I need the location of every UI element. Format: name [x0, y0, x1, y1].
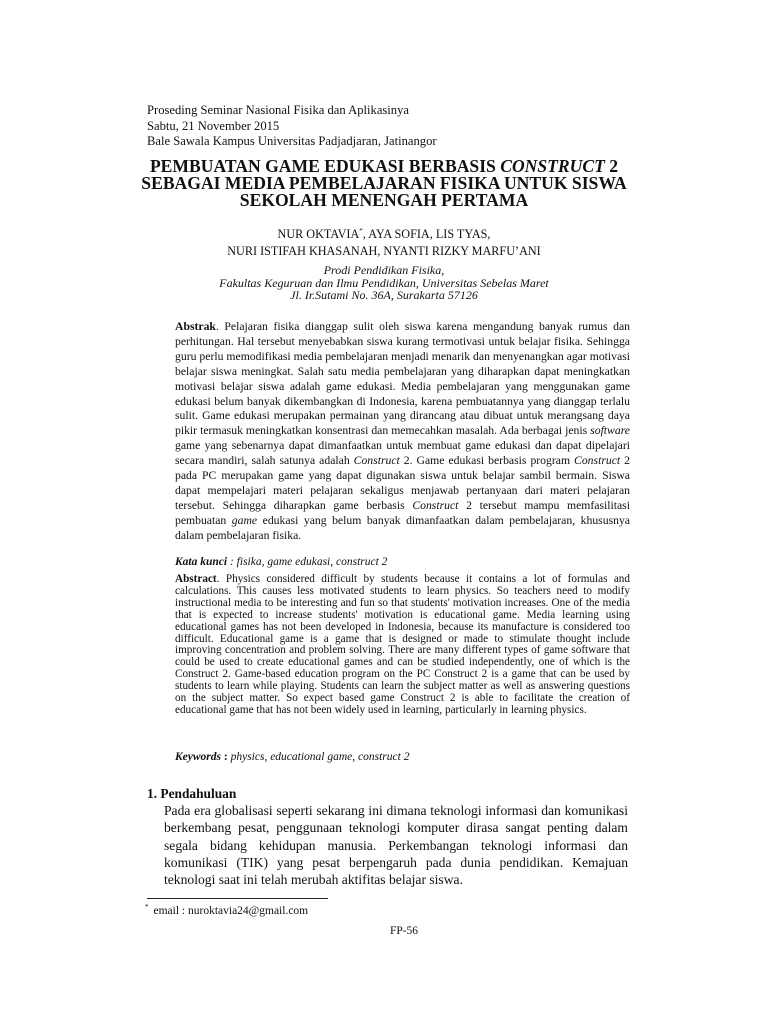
title-italic: CONSTRUCT: [500, 156, 605, 176]
header-proceedings-name: Proseding Seminar Nasional Fisika dan Aplikasinya: [147, 103, 409, 117]
keywords: [175, 751, 409, 763]
authors-line-1: [120, 226, 648, 243]
section-body: Pada era globalisasi seperti sekarang ini dimana teknologi informasi dan komunikasi berkembang pesat, penggunaan teknologi komputer dirasa sangat penting dalam segala bidang kehidupan manusia. Perkembangan teknologi informasi dan komunikasi (TIK) yang pesat berpengaruh pada dunia pendidikan. Kemajuan teknologi saat ini telah merubah aktifitas belajar siswa.: [164, 803, 628, 888]
first-author: NUR OKTAVIA: [277, 227, 360, 241]
header-venue: Bale Sawala Kampus Universitas Padjadjaran, Jatinangor: [147, 134, 437, 148]
footnote-mark: *: [359, 227, 363, 235]
title-text-b: 2: [604, 156, 619, 176]
affiliation: [120, 264, 648, 302]
title-text-a: PEMBUATAN GAME EDUKASI BERBASIS: [149, 156, 501, 176]
abstrak-italic-3: Construct: [574, 454, 621, 468]
abstrak-paragraph: [175, 320, 630, 544]
abstrak-label: Abstrak: [175, 320, 216, 333]
abstrak-italic-5: game: [231, 513, 258, 527]
affiliation-line-2: Fakultas Keguruan dan Ilmu Pendidikan, Universitas Sebelas Maret: [219, 275, 549, 290]
affiliation-line-1: Prodi Pendidikan Fisika,: [323, 263, 445, 277]
abstrak-text-5: 2 tersebut mampu memfasilitasi pembuatan: [175, 498, 630, 527]
proceedings-header: [147, 103, 437, 150]
abstrak-text-3: 2. Game edukasi berbasis program: [399, 454, 575, 468]
section-heading: 1. Pendahuluan: [147, 786, 237, 801]
authors-line-2: NURI ISTIFAH KHASANAH, NYANTI RIZKY MARFU’ANI: [227, 244, 541, 258]
abstrak-text-1: . Pelajaran fisika dianggap sulit oleh siswa karena mengandung banyak rumus dan perhitungan. Hal tersebut menyebabkan siswa kurang termotivasi untuk belajar fisika. Sehingga guru perlu memodifikasi media pembelajaran menjadi menarik dan menyenangkan agar motivasi belajar siswa meningkat. Salah satu media pembelajaran yang diharapkan dapat meningkatkan motivasi belajar siswa adalah game edukasi. Media pembelajaran yang menggunakan game edukasi belum banyak dikembangkan di Indonesia, karena pembuatannya yang dianggap terlalu sulit. Game edukasi merupakan permainan yang dirancang atau dibuat untuk merangsang daya pikir termasuk meningkatkan konsentrasi dan memecahkan masalah. Ada berbagai jenis: [175, 320, 630, 438]
affiliation-line-3: Jl. Ir.Sutami No. 36A, Surakarta 57126: [290, 288, 478, 302]
keywords-label: Keywords: [175, 751, 221, 763]
abstract-label: Abstract: [175, 573, 217, 585]
abstrak-text-2: game yang sebenarnya dapat dimanfaatkan untuk membuat game edukasi dan dapat dipelajari secara mandiri, salah satunya adalah: [175, 439, 630, 468]
title-line-3: SEKOLAH MENENGAH PERTAMA: [239, 190, 529, 210]
kata-kunci-label: Kata kunci: [175, 556, 228, 568]
abstrak-text-6: edukasi yang belum banyak dimanfaatkan dalam pembelajaran, khususnya dalam pembelajaran fisika.: [175, 513, 630, 542]
keywords-separator: :: [221, 751, 231, 763]
keywords-value: physics, educational game, construct 2: [230, 751, 410, 763]
kata-kunci: [175, 556, 387, 568]
abstrak-text-4: 2 pada PC merupakan game yang dapat digunakan siswa untuk belajar sambil bermain. Siswa dapat mempelajari materi pelajaran sekaligus menjawab pertanyaan dari materi pelajaran tersebut. Sehingga diharapkan game berbasis: [175, 454, 630, 512]
co-authors-1: , AYA SOFIA, LIS TYAS,: [362, 227, 491, 241]
paper-title: [120, 158, 648, 209]
footnote: [145, 905, 308, 917]
abstrak-italic-2: Construct: [353, 454, 400, 468]
abstract-text: . Physics considered difficult by students because it contains a lot of formulas and calculations. This causes less motivated students to learn physics. So teachers need to modify instructional media to be interesting and fun so that students' motivation increases. One of the media that is expected to increase students' motivation is educational game. Media learning using educational games has not been developed in Indonesia, because its manufacture is considered too difficult. Educational game is a game that is designed or made to stimulate thought include improving concentration and problem solving. There are many different types of game software that could be used to create educational games and can be studied independently, one of which is the Construct 2. Game-based education program on the PC Construct 2 is a game that can be used by students to learn while playing. Students can learn the subject matter as well as answering questions on the subject matter. So expect based game Construct 2 is able to facilitate the creation of educational game that has not been widely used in learning, particularly in learning physics.: [175, 573, 630, 716]
title-line-2: SEBAGAI MEDIA PEMBELAJARAN FISIKA UNTUK SISWA: [141, 173, 627, 193]
abstrak-italic-4: Construct: [412, 498, 459, 512]
header-date: Sabtu, 21 November 2015: [147, 118, 280, 133]
page-number: FP-56: [389, 925, 419, 937]
author-list: [120, 226, 648, 260]
abstrak-italic-1: software: [590, 424, 630, 438]
footnote-email: email : nuroktavia24@gmail.com: [153, 905, 309, 917]
footnote-symbol: *: [145, 903, 149, 911]
footnote-divider: [147, 898, 328, 899]
kata-kunci-value: : fisika, game edukasi, construct 2: [227, 556, 388, 568]
abstract-paragraph: [175, 574, 630, 717]
